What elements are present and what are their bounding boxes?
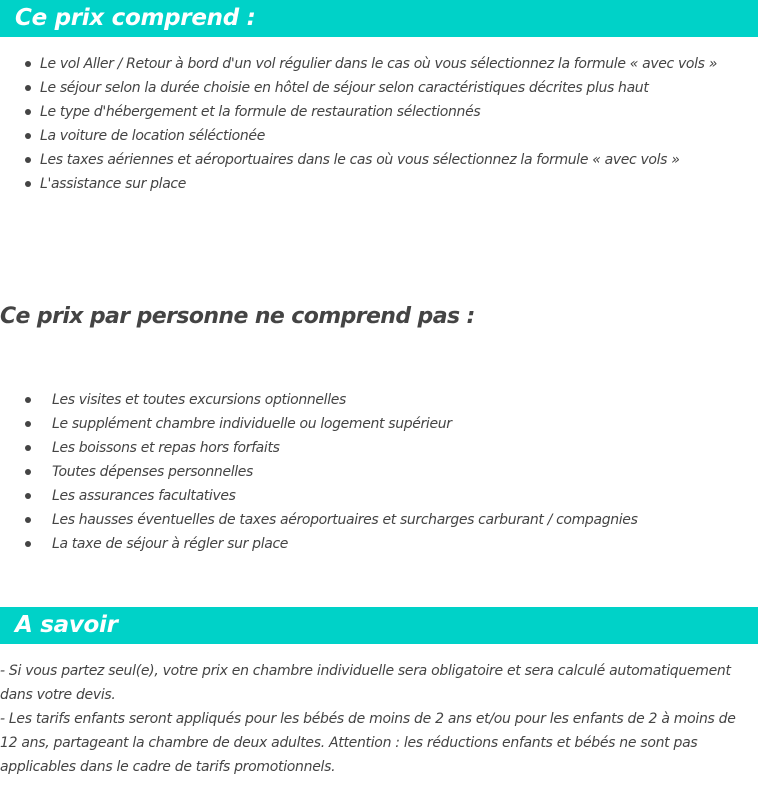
list-item: Les taxes aériennes et aéroportuaires dans le cas où vous sélectionnez la formule « avec vols » — [0, 148, 717, 172]
excluded-title: Ce prix par personne ne comprend pas : — [0, 304, 475, 329]
list-item: Les boissons et repas hors forfaits — [0, 436, 638, 460]
list-item: La voiture de location séléctionée — [0, 124, 717, 148]
list-item: Toutes dépenses personnelles — [0, 460, 638, 484]
included-list — [0, 52, 717, 196]
included-title: Ce prix comprend : — [15, 5, 256, 31]
savoir-paragraph: - Si vous partez seul(e), votre prix en chambre individuelle sera obligatoire et sera calculé automatiquement dans votre devis. — [0, 663, 731, 703]
excluded-list — [0, 388, 638, 556]
list-item: Le vol Aller / Retour à bord d'un vol régulier dans le cas où vous sélectionnez la formule « avec vols » — [0, 52, 717, 76]
savoir-paragraph: - Les tarifs enfants seront appliqués pour les bébés de moins de 2 ans et/ou pour les enfants de 2 à moins de 12 ans, partageant la chambre de deux adultes. Attention : les réductions enfants et bébés ne sont pas applicables dans le cadre de tarifs promotionnels. — [0, 711, 736, 775]
list-item: Les visites et toutes excursions optionnelles — [0, 388, 638, 412]
list-item: Les assurances facultatives — [0, 484, 638, 508]
savoir-banner — [0, 607, 758, 644]
savoir-body — [0, 659, 756, 779]
list-item: La taxe de séjour à régler sur place — [0, 532, 638, 556]
savoir-title: A savoir — [15, 612, 118, 638]
list-item: Le séjour selon la durée choisie en hôtel de séjour selon caractéristiques décrites plus haut — [0, 76, 717, 100]
list-item: L'assistance sur place — [0, 172, 717, 196]
list-item: Le supplément chambre individuelle ou logement supérieur — [0, 412, 638, 436]
included-banner — [0, 0, 758, 37]
list-item: Les hausses éventuelles de taxes aéroportuaires et surcharges carburant / compagnies — [0, 508, 638, 532]
list-item: Le type d'hébergement et la formule de restauration sélectionnés — [0, 100, 717, 124]
